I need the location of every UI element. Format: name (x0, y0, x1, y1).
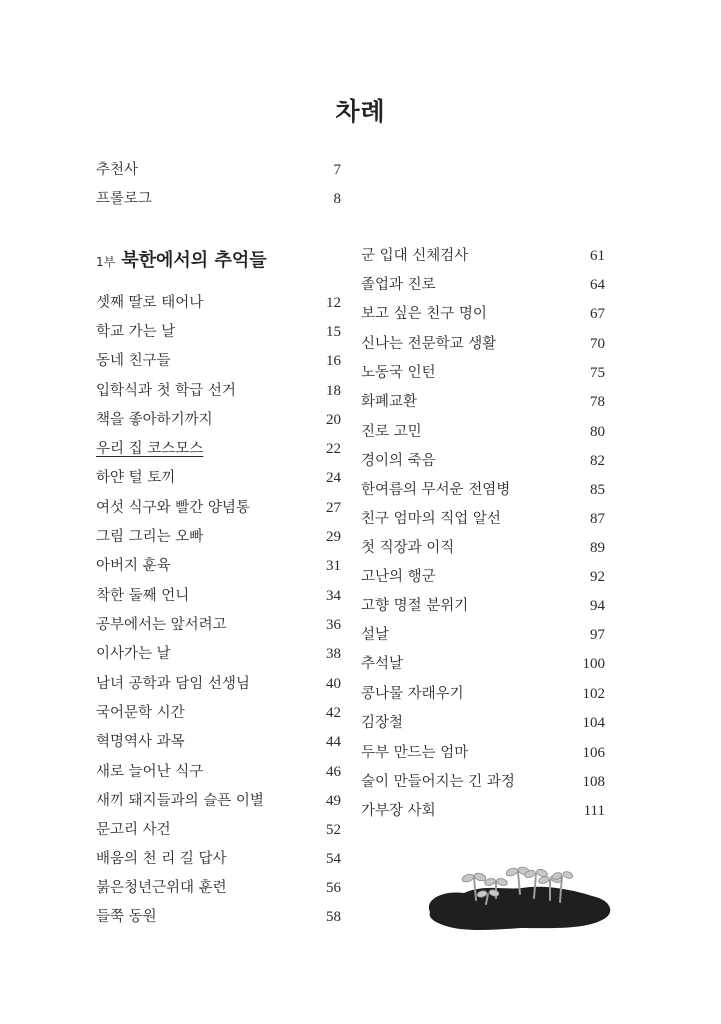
entry-label: 이사가는 날 (96, 646, 171, 662)
entry-label: 김장철 (361, 715, 404, 731)
entry-page: 42 (326, 705, 341, 721)
toc-entry (96, 614, 341, 636)
entry-page: 27 (326, 500, 341, 516)
entry-page: 85 (590, 482, 605, 498)
toc-entry (361, 771, 605, 793)
toc-entry (96, 188, 341, 210)
toc-entry (361, 566, 605, 588)
entry-page: 46 (326, 764, 341, 780)
entry-page: 16 (326, 353, 341, 369)
entry-page: 40 (326, 676, 341, 692)
entry-label: 친구 엄마의 직업 알선 (361, 511, 501, 527)
entry-page: 92 (590, 569, 605, 585)
entry-page: 15 (326, 324, 341, 340)
entry-page: 38 (326, 646, 341, 662)
toc-entry (361, 712, 605, 734)
entry-page: 58 (326, 909, 341, 925)
entry-label: 학교 가는 날 (96, 324, 176, 340)
toc-entry (96, 702, 341, 724)
toc-entry (96, 292, 341, 314)
part-heading (96, 246, 267, 272)
toc-entry (96, 906, 341, 928)
entry-label: 첫 직장과 이직 (361, 540, 455, 556)
entry-label: 두부 만드는 엄마 (361, 745, 469, 761)
toc-entry (96, 159, 341, 181)
toc-entry (96, 321, 341, 343)
entry-label: 그림 그리는 오빠 (96, 529, 204, 545)
entry-label: 한여름의 무서운 전염병 (361, 482, 511, 498)
toc-entry (361, 391, 605, 413)
toc-entry (96, 497, 341, 519)
entry-page: 8 (333, 191, 341, 207)
toc-entry (361, 333, 605, 355)
entry-page: 67 (590, 306, 605, 322)
toc-entry (361, 653, 605, 675)
entry-label: 추석날 (361, 656, 404, 672)
toc-entry (361, 450, 605, 472)
toc-entry (361, 537, 605, 559)
entry-label: 가부장 사회 (361, 803, 436, 819)
toc-entry (96, 673, 341, 695)
entry-label: 아버지 훈육 (96, 558, 171, 574)
toc-entry (361, 245, 605, 267)
entry-label: 군 입대 신체검사 (361, 248, 469, 264)
toc-entry (96, 555, 341, 577)
entry-label: 혁명역사 과목 (96, 734, 185, 750)
toc-entry (96, 380, 341, 402)
entry-label: 설날 (361, 627, 390, 643)
toc-entry (361, 274, 605, 296)
toc-entry (361, 421, 605, 443)
entry-label: 배움의 천 리 길 답사 (96, 851, 227, 867)
entry-label: 진로 고민 (361, 424, 422, 440)
entry-page: 29 (326, 529, 341, 545)
entry-label: 술이 만들어지는 긴 과정 (361, 774, 515, 790)
toc-entry (96, 731, 341, 753)
toc-entry (361, 683, 605, 705)
entry-page: 56 (326, 880, 341, 896)
entry-label: 추천사 (96, 162, 139, 178)
toc-entry (361, 479, 605, 501)
entry-label: 졸업과 진로 (361, 277, 436, 293)
entry-page: 75 (590, 365, 605, 381)
entry-page: 94 (590, 598, 605, 614)
entry-page: 12 (326, 295, 341, 311)
toc-entry (96, 643, 341, 665)
entry-page: 97 (590, 627, 605, 643)
toc-entry (361, 595, 605, 617)
entry-label: 고향 명절 분위기 (361, 598, 469, 614)
entry-page: 31 (326, 558, 341, 574)
entry-page: 24 (326, 470, 341, 486)
entry-label: 경이의 죽음 (361, 453, 436, 469)
entry-page: 36 (326, 617, 341, 633)
toc-entry (96, 350, 341, 372)
entry-label: 셋째 딸로 태어나 (96, 295, 204, 311)
entry-page: 70 (590, 336, 605, 352)
entry-page: 34 (326, 588, 341, 604)
entry-page: 61 (590, 248, 605, 264)
page-title: 차례 (335, 97, 386, 126)
entry-page: 106 (582, 745, 605, 761)
toc-entry (96, 848, 341, 870)
entry-page: 78 (590, 394, 605, 410)
entry-page: 64 (590, 277, 605, 293)
entry-page: 100 (582, 656, 605, 672)
entry-label: 새끼 돼지들과의 슬픈 이별 (96, 793, 264, 809)
entry-label: 붉은청년근위대 훈련 (96, 880, 227, 896)
entry-page: 54 (326, 851, 341, 867)
entry-label: 문고리 사건 (96, 822, 171, 838)
toc-entry (96, 585, 341, 607)
entry-label: 보고 싶은 친구 명이 (361, 306, 487, 322)
entry-page: 44 (326, 734, 341, 750)
entry-page: 108 (582, 774, 605, 790)
toc-entry (96, 409, 341, 431)
entry-page: 104 (582, 715, 605, 731)
toc-entry (96, 761, 341, 783)
entry-page: 87 (590, 511, 605, 527)
toc-entry (361, 303, 605, 325)
part-title: 북한에서의 추억들 (121, 250, 267, 271)
toc-entry (96, 438, 341, 460)
entry-label: 국어문학 시간 (96, 705, 185, 721)
toc-entry (96, 526, 341, 548)
entry-label: 여섯 식구와 빨간 양념통 (96, 500, 250, 516)
entry-label: 착한 둘째 언니 (96, 588, 190, 604)
toc-entry (96, 877, 341, 899)
sprouts-illustration-icon (424, 860, 614, 932)
toc-entry (361, 742, 605, 764)
entry-label: 새로 늘어난 식구 (96, 764, 204, 780)
toc-entry (361, 800, 605, 822)
toc-entry (361, 362, 605, 384)
entry-label: 프롤로그 (96, 191, 153, 207)
entry-page: 7 (333, 162, 341, 178)
entry-page: 49 (326, 793, 341, 809)
entry-label: 남녀 공학과 담임 선생님 (96, 676, 250, 692)
entry-page: 18 (326, 383, 341, 399)
entry-page: 82 (590, 453, 605, 469)
entry-label: 책을 좋아하기까지 (96, 412, 213, 428)
entry-label: 동네 친구들 (96, 353, 171, 369)
entry-page: 89 (590, 540, 605, 556)
part-number: 1부 (96, 255, 116, 269)
toc-entry (361, 624, 605, 646)
toc-entry (96, 790, 341, 812)
entry-page: 52 (326, 822, 341, 838)
entry-page: 20 (326, 412, 341, 428)
entry-label: 입학식과 첫 학급 선거 (96, 383, 236, 399)
entry-label: 우리 집 코스모스 (96, 441, 204, 457)
entry-page: 111 (583, 803, 605, 819)
entry-page: 22 (326, 441, 341, 457)
entry-label: 콩나물 자래우기 (361, 686, 464, 702)
entry-label: 들쭉 동원 (96, 909, 157, 925)
entry-label: 노동국 인턴 (361, 365, 436, 381)
entry-label: 고난의 행군 (361, 569, 436, 585)
toc-entry (96, 819, 341, 841)
toc-entry (361, 508, 605, 530)
entry-label: 화폐교환 (361, 394, 418, 410)
toc-entry (96, 467, 341, 489)
entry-label: 공부에서는 앞서려고 (96, 617, 227, 633)
entry-page: 80 (590, 424, 605, 440)
entry-page: 102 (582, 686, 605, 702)
entry-label: 하얀 털 토끼 (96, 470, 176, 486)
entry-label: 신나는 전문학교 생활 (361, 336, 497, 352)
